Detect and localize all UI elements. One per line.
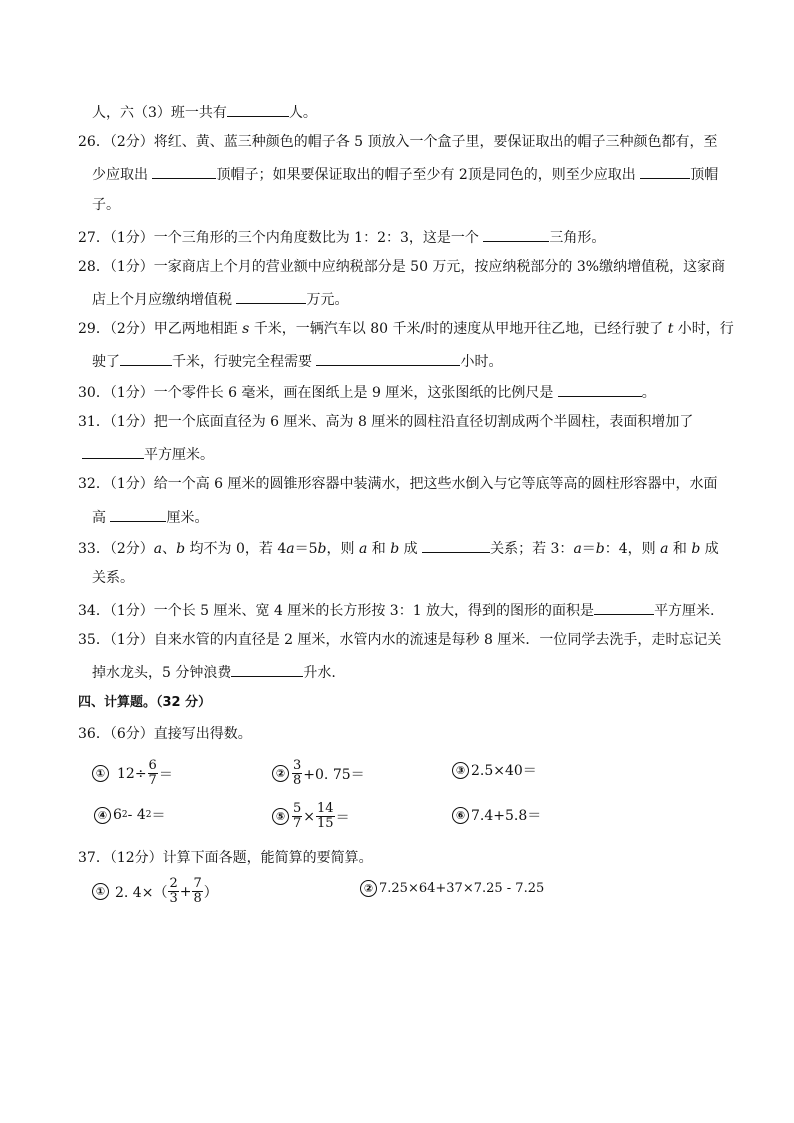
q36-expr-1: ① 12÷ $\frac{6}{7}$ ＝: [92, 759, 173, 788]
question-32-line2: 高 厘米。: [92, 506, 208, 528]
question-29-line1: 29．（2分）甲乙两地相距 s 千米，一辆汽车以 80 千米/时的速度从甲地开往乙地，已经行驶了 t 小时，行: [78, 321, 734, 337]
question-26-line2: 少应取出 顶帽子；如果要保证取出的帽子至少有 2顶是同色的，则至少应取出 顶帽: [92, 163, 718, 185]
answer-blank[interactable]: [82, 443, 144, 459]
question-30: 30．（1分）一个零件长 6 毫米，画在图纸上是 9 厘米，这张图纸的比例尺是 。: [78, 381, 656, 403]
q36-expr-6: ⑥ 7.4+5.8＝: [452, 805, 541, 825]
q36-expr-4: ④ 6 2 - 4 2 ＝: [94, 805, 165, 825]
question-36-title: 36．（6分）直接写出得数。: [78, 726, 252, 742]
answer-blank[interactable]: [231, 661, 303, 677]
question-28-line1: 28．（1分）一家商店上个月的营业额中应纳税部分是 50 万元，按应纳税部分的 3%缴纳增值税，这家商: [78, 259, 726, 275]
q36-expr-3: ③ 2.5×40＝: [452, 760, 537, 780]
question-29-line2: 驶了 千米，行驶完全程需要 小时。: [92, 350, 502, 372]
answer-blank[interactable]: [120, 350, 172, 366]
question-33-line1: 33．（2分）a、b 均不为 0，若 4a＝5b，则 a 和 b 成 关系；若 3：a＝b：4，则 a 和 b 成: [78, 537, 719, 559]
answer-blank[interactable]: [227, 101, 289, 117]
answer-blank[interactable]: [640, 163, 690, 179]
q36-expr-5: ⑤ $\frac{5}{7}$ × $\frac{14}{15}$ ＝: [272, 802, 350, 831]
q25-tail: 人，六（3）班一共有 人。: [92, 101, 317, 123]
fraction: $\frac{5}{7}$: [293, 801, 302, 831]
answer-blank[interactable]: [483, 226, 549, 242]
question-33-line2: 关系。: [92, 570, 134, 586]
question-31-line2: 平方厘米。: [82, 443, 214, 465]
question-35-line2: 掉水龙头，5 分钟浪费 升水.: [92, 661, 336, 683]
fraction: $\frac{3}{8}$: [293, 758, 302, 788]
question-34: 34．（1分）一个长 5 厘米、宽 4 厘米的长方形按 3：1 放大，得到的图形的面积是 平方厘米.: [78, 599, 715, 621]
question-32-line1: 32．（1分）给一个高 6 厘米的圆锥形容器中装满水，把这些水倒入与它等底等高的圆柱形容器中，水面: [78, 476, 718, 492]
question-27: 27．（1分）一个三角形的三个内角度数比为 1：2：3，这是一个 三角形。: [78, 226, 605, 248]
answer-blank[interactable]: [558, 381, 642, 397]
question-28-line2: 店上个月应缴纳增值税 万元。: [92, 288, 348, 310]
question-26-line1: 26．（2分）将红、黄、蓝三种颜色的帽子各 5 顶放入一个盒子里，要保证取出的帽子三种颜色都有，至: [78, 134, 718, 150]
fraction: $\frac{6}{7}$: [148, 758, 157, 788]
q37-expr-1: ① 2. 4×（ $\frac{2}{3}$ + $\frac{7}{8}$ ）: [92, 877, 218, 906]
question-26-line3: 子。: [92, 197, 120, 213]
question-37-title: 37．（12分）计算下面各题，能简算的要简算。: [78, 850, 373, 866]
question-35-line1: 35．（1分）自来水管的内直径是 2 厘米，水管内水的流速是每秒 8 厘米．一位同学去洗手，走时忘记关: [78, 632, 722, 648]
answer-blank[interactable]: [594, 599, 654, 615]
answer-blank[interactable]: [422, 537, 490, 553]
fraction: $\frac{7}{8}$: [193, 876, 202, 906]
answer-blank[interactable]: [236, 288, 306, 304]
question-31-line1: 31．（1分）把一个底面直径为 6 厘米、高为 8 厘米的圆柱沿直径切割成两个半圆柱，表面积增加了: [78, 414, 694, 430]
fraction: $\frac{14}{15}$: [317, 801, 334, 831]
answer-blank[interactable]: [110, 506, 166, 522]
answer-blank[interactable]: [316, 350, 460, 366]
answer-blank[interactable]: [152, 163, 216, 179]
fraction: $\frac{2}{3}$: [169, 876, 178, 906]
q37-expr-2: ② 7.25×64+37×7.25 - 7.25: [360, 880, 544, 897]
q36-expr-2: ② $\frac{3}{8}$ +0. 75＝: [272, 759, 365, 788]
section-heading: 四、计算题。（32 分）: [78, 695, 212, 710]
